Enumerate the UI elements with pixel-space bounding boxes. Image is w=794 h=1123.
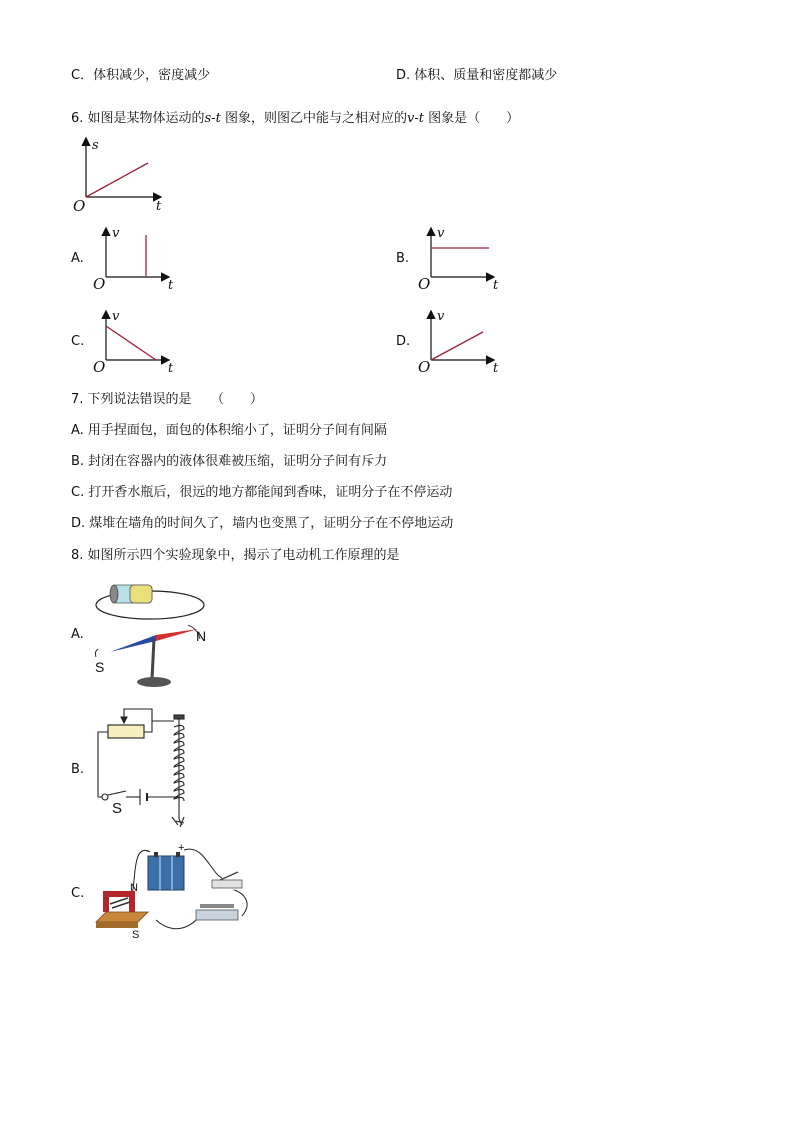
q8-option-b-figure (90, 705, 210, 833)
q8-option-c-letter: C. (71, 886, 85, 901)
svg-text:t: t (493, 361, 499, 376)
svg-text:S: S (95, 659, 105, 675)
switch-icon (102, 794, 108, 800)
q7-option-a: A. 用手捏面包，面包的体积缩小了，证明分子间有间隔 (71, 423, 387, 438)
q6-st-x-label: t (156, 199, 162, 214)
q8-option-c-figure (92, 842, 252, 942)
q6-option-b-graph (417, 225, 507, 295)
svg-text:O: O (93, 358, 106, 376)
svg-text:S: S (112, 800, 123, 817)
knife-switch-icon (212, 872, 242, 888)
svg-text:t: t (168, 361, 174, 376)
magnet-and-coil-icon (96, 894, 148, 928)
q6-option-a-graph (92, 225, 182, 295)
q6-option-d-graph (417, 308, 507, 378)
svg-text:-: - (146, 845, 150, 857)
q5-option-d: D. 体积、质量和密度都减少 (396, 68, 558, 83)
svg-text:O: O (418, 275, 431, 293)
svg-text:t: t (168, 278, 174, 293)
q6-option-d-line (431, 332, 483, 360)
q6-st-origin: O (73, 197, 86, 215)
q6-stem: 6. 如图是某物体运动的s-t 图象，则图乙中能与之相对应的v-t 图象是（ ） (71, 111, 520, 126)
svg-text:v: v (437, 226, 445, 241)
q6-option-c-graph (92, 308, 182, 378)
q7-option-b: B. 封闭在容器内的液体很难被压缩，证明分子间有斥力 (71, 454, 388, 469)
rheostat-icon (196, 904, 238, 920)
q8-option-a-figure (90, 575, 220, 693)
svg-text:v: v (112, 226, 120, 241)
svg-text:v: v (437, 309, 445, 324)
q6-option-c-letter: C. (71, 334, 85, 349)
q8-option-a-letter: A. (71, 627, 84, 642)
q6-st-graph (70, 135, 180, 215)
q6-option-a-letter: A. (71, 251, 84, 266)
svg-text:t: t (493, 278, 499, 293)
svg-text:O: O (93, 275, 106, 293)
svg-text:+: + (178, 842, 185, 854)
svg-text:v: v (112, 309, 120, 324)
battery-box-icon (148, 852, 184, 890)
q6-option-c-line (106, 326, 156, 360)
svg-text:N: N (196, 628, 207, 644)
q5-option-c: C．体积减少，密度减少 (71, 68, 211, 83)
q8-stem: 8. 如图所示四个实验现象中，揭示了电动机工作原理的是 (71, 548, 400, 563)
q7-stem: 7. 下列说法错误的是 （ ） (71, 392, 264, 407)
q6-option-d-letter: D. (396, 334, 411, 349)
q8-option-b-letter: B. (71, 762, 85, 777)
q7-option-d: D. 煤堆在墙角的时间久了，墙内也变黑了，证明分子在不停地运动 (71, 516, 454, 531)
q6-option-b-letter: B. (396, 251, 410, 266)
battery-icon (110, 585, 152, 603)
q6-st-y-label: s (92, 138, 99, 153)
svg-text:N: N (130, 882, 138, 894)
rheostat-icon (108, 725, 144, 738)
compass-needle-icon (110, 629, 198, 687)
svg-text:O: O (418, 358, 431, 376)
q7-option-c: C. 打开香水瓶后，很远的地方都能闻到香味，证明分子在不停运动 (71, 485, 453, 500)
q6-st-line (86, 163, 148, 197)
svg-text:S: S (132, 929, 140, 941)
